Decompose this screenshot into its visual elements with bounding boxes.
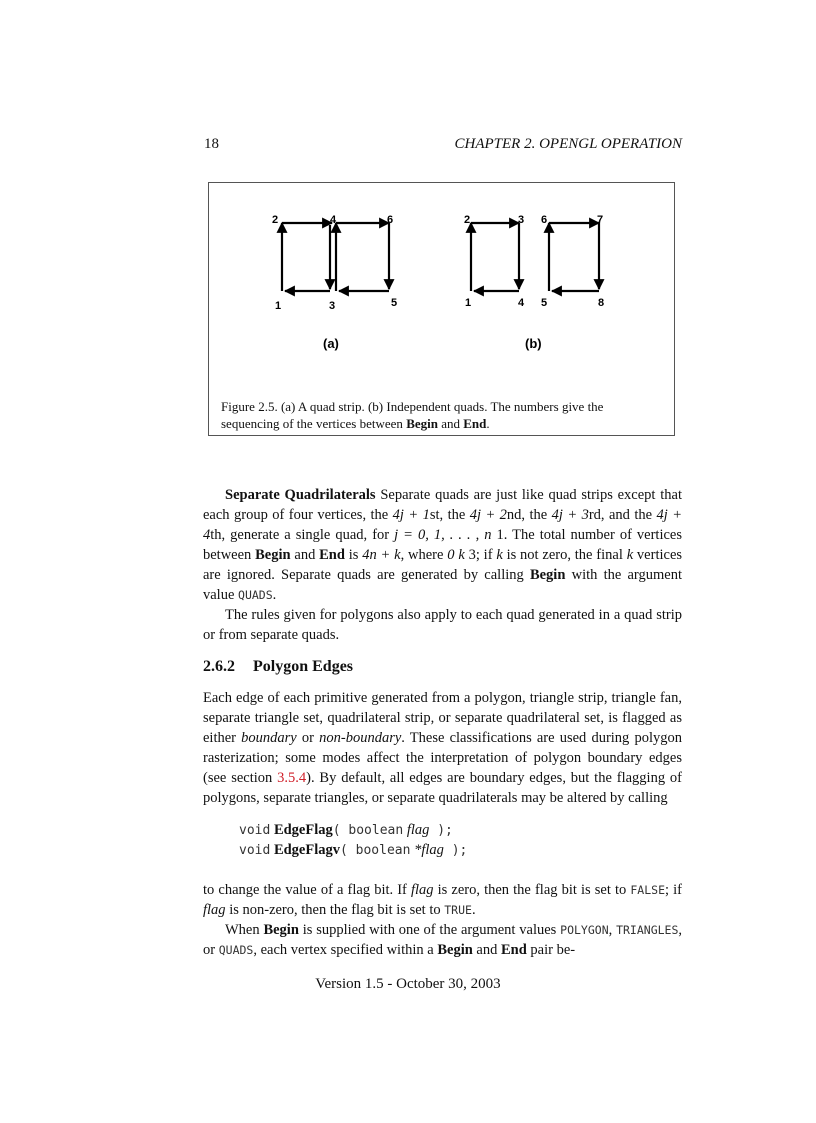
vertex-b-5: 5 — [541, 297, 548, 309]
vertex-a-2: 2 — [272, 214, 279, 226]
section-link[interactable]: 3.5.4 — [277, 770, 307, 786]
page-footer: Version 1.5 - October 30, 2003 — [315, 976, 501, 992]
vertex-b-8: 8 — [598, 297, 605, 309]
quad-diagram — [209, 183, 674, 383]
vertex-a-3: 3 — [329, 300, 336, 312]
figure-caption: Figure 2.5. (a) A quad strip. (b) Independent quads. The numbers give the sequencing of the vertices between Begin and End. — [221, 399, 604, 431]
vertex-b-2: 2 — [464, 214, 471, 226]
vertex-b-3: 3 — [518, 214, 525, 226]
running-head: CHAPTER 2. OPENGL OPERATION — [454, 136, 682, 152]
paragraph-polygon-edges: Each edge of each primitive generated from a polygon, triangle strip, triangle fan, separate triangle set, quadrilateral strip, or separate quadrilateral set, is flagged as either boundary or non-boundary. These classifications are used during polygon rasterization; some modes affect the interpretation of polygon boundary edges (see section 3.5.4). By default, all edges are boundary edges, but the flagging of polygons, separate triangles, or separate quadrilaterals may be altered by calling — [203, 690, 682, 806]
vertex-a-5: 5 — [391, 297, 398, 309]
paragraph-begin: When Begin is supplied with one of the argument values POLYGON, TRIANGLES, or QUADS, each vertex specified within a Begin and End pair be- — [203, 922, 683, 958]
vertex-a-4: 4 — [330, 214, 337, 226]
vertex-b-6: 6 — [541, 214, 548, 226]
section-heading: 2.6.2 Polygon Edges — [203, 658, 354, 675]
code-edgeflagv: void EdgeFlagv( boolean *flag ); — [239, 842, 468, 858]
paragraph-rules: The rules given for polygons also apply to each quad generated in a quad strip or from separate quads. — [203, 607, 682, 643]
paragraph-flag-bit: to change the value of a flag bit. If flag is zero, then the flag bit is set to FALSE; if flag is non-zero, then the flag bit is set to TRUE. — [203, 882, 682, 918]
panel-a-label: (a) — [323, 336, 339, 351]
vertex-b-1: 1 — [465, 297, 472, 309]
code-edgeflag: void EdgeFlag( boolean flag ); — [239, 822, 453, 838]
vertex-a-6: 6 — [387, 214, 394, 226]
vertex-a-1: 1 — [275, 300, 282, 312]
page-number: 18 — [204, 136, 219, 152]
paragraph-separate-quads: Separate Quadrilaterals Separate quads are just like quad strips except that each group of four vertices, the 4j + 1st, the 4j + 2nd, the 4j + 3rd, and the 4j + 4th, generate a single quad, for j = 0, 1, . . . , n 1. The total number of vertices between Begin and End is 4n + k, where 0 k 3; if k is not zero, the final k vertices are ignored. Separate quads are generated by calling Begin with the argument value QUADS. — [203, 487, 683, 603]
vertex-b-7: 7 — [597, 214, 604, 226]
figure-box — [208, 182, 675, 436]
panel-b-label: (b) — [525, 336, 542, 351]
vertex-b-4: 4 — [518, 297, 525, 309]
